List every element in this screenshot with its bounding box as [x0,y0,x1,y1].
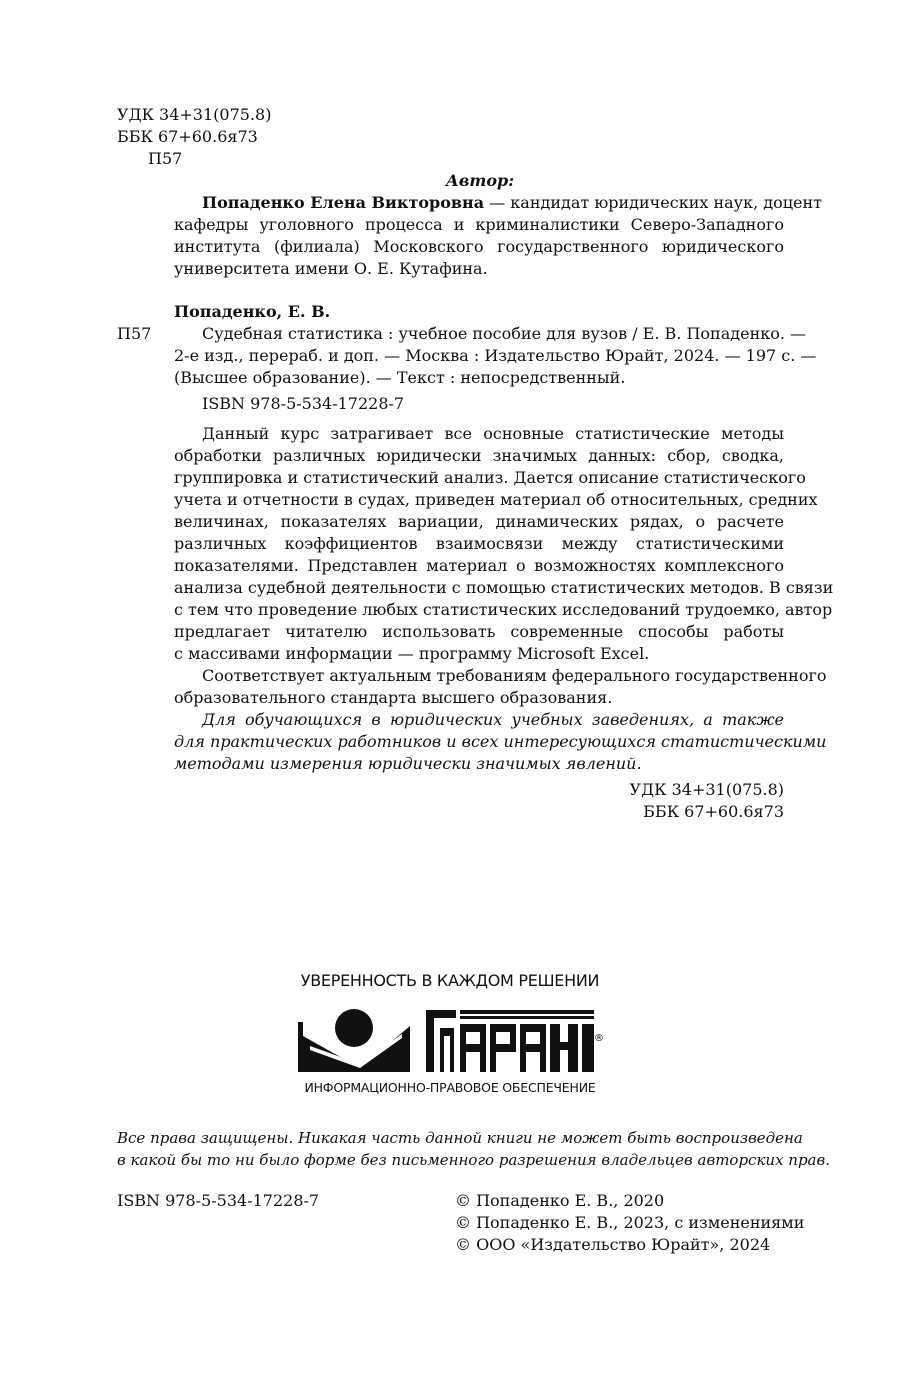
audience-line: для практических работников и всех интересующихся статистическими [174,732,827,751]
annotation [174,423,834,823]
annotation-line: с тем что проведение любых статистических исследований трудоемко, автор [174,600,833,619]
logo-ball [335,1009,373,1047]
author-description [174,192,823,280]
author-desc-line: университета имени О. Е. Кутафина. [174,259,488,278]
copyright-line: © Попаденко Е. В., 2023, с изменениями [455,1213,805,1232]
logo-brand-inner-cut [444,1036,450,1072]
classification-block [117,104,317,170]
logo-slogan: УВЕРЕННОСТЬ В КАЖДОМ РЕШЕНИИ [300,971,600,990]
rights-notice [117,1127,830,1171]
annotation-line: Данный курс затрагивает все основные статистические методы [202,424,784,443]
garant-logo-mark [298,1006,604,1072]
bbk-code: ББК 67+60.6я73 [117,127,258,146]
author-name: Попаденко Елена Викторовна [202,193,485,212]
logo-brand-bars [460,1010,594,1019]
audience-line: методами измерения юридически значимых явлений. [174,754,642,773]
copyright-block [455,1190,805,1256]
bib-heading: Попаденко, Е. В. [174,302,331,321]
udk-code: УДК 34+31(075.8) [117,105,272,124]
annotation-line: показателями. Представлен материал о возможностях комплексного [174,556,784,575]
registered-mark: ® [594,1033,604,1044]
author-desc-line: института (филиала) Московского государственного юридического [174,237,784,256]
author-line-first [174,192,823,214]
annotation-line: предлагает читателю использовать современные способы работы [174,622,784,641]
bib-isbn: ISBN 978-5-534-17228-7 [202,394,405,413]
annotation-line: анализа судебной деятельности с помощью статистических методов. В связи [174,578,834,597]
bib-line: 2-е изд., перераб. и доп. — Москва : Издательство Юрайт, 2024. — 197 с. — [174,346,817,365]
annotation-line: с массивами информации — программу Microsoft Excel. [174,644,650,663]
audience-line: Для обучающихся в юридических учебных заведениях, а также [202,710,784,729]
logo-tagline: ИНФОРМАЦИОННО-ПРАВОВОЕ ОБЕСПЕЧЕНИЕ [304,1080,596,1095]
footer-isbn: ISBN 978-5-534-17228-7 [117,1191,320,1210]
author-mark: П57 [148,149,183,168]
bib-line: (Высшее образование). — Текст : непосредственный. [174,368,626,387]
copyright-line: © ООО «Издательство Юрайт», 2024 [455,1235,771,1254]
standard-line: образовательного стандарта высшего образования. [174,688,613,707]
annotation-line: обработки различных юридически значимых данных: сбор, сводка, [174,446,784,465]
annotation-line: различных коэффициентов взаимосвязи между статистическими [174,534,784,553]
rights-line: в какой бы то ни было форме без письменного разрешения владельцев авторских прав. [117,1151,830,1169]
garant-logo [298,1006,604,1072]
annotation-line: группировка и статистический анализ. Дается описание статистического [174,468,806,487]
annotation-line: величинах, показателях вариации, динамических рядах, о расчете [174,512,784,531]
author-heading: Автор: [445,171,515,190]
bib-description [174,323,817,415]
annotation-line: учета и отчетности в судах, приведен материал об относительных, средних [174,490,818,509]
author-desc-first: — кандидат юридических наук, доцент [484,193,823,212]
annotation-udk: УДК 34+31(075.8) [629,780,784,799]
logo-left-bar [298,1022,303,1072]
standard-line: Соответствует актуальным требованиям федерального государственного [202,666,827,685]
rights-line: Все права защищены. Никакая часть данной книги не может быть воспроизведена [117,1129,803,1147]
author-desc-line: кафедры уголовного процесса и криминалистики Северо-Западного [174,215,784,234]
copyright-line: © Попаденко Е. В., 2020 [455,1191,665,1210]
bib-mark: П57 [117,324,152,343]
bib-line: Судебная статистика : учебное пособие для вузов / Е. В. Попаденко. — [202,324,807,343]
annotation-bbk: ББК 67+60.6я73 [643,802,784,821]
